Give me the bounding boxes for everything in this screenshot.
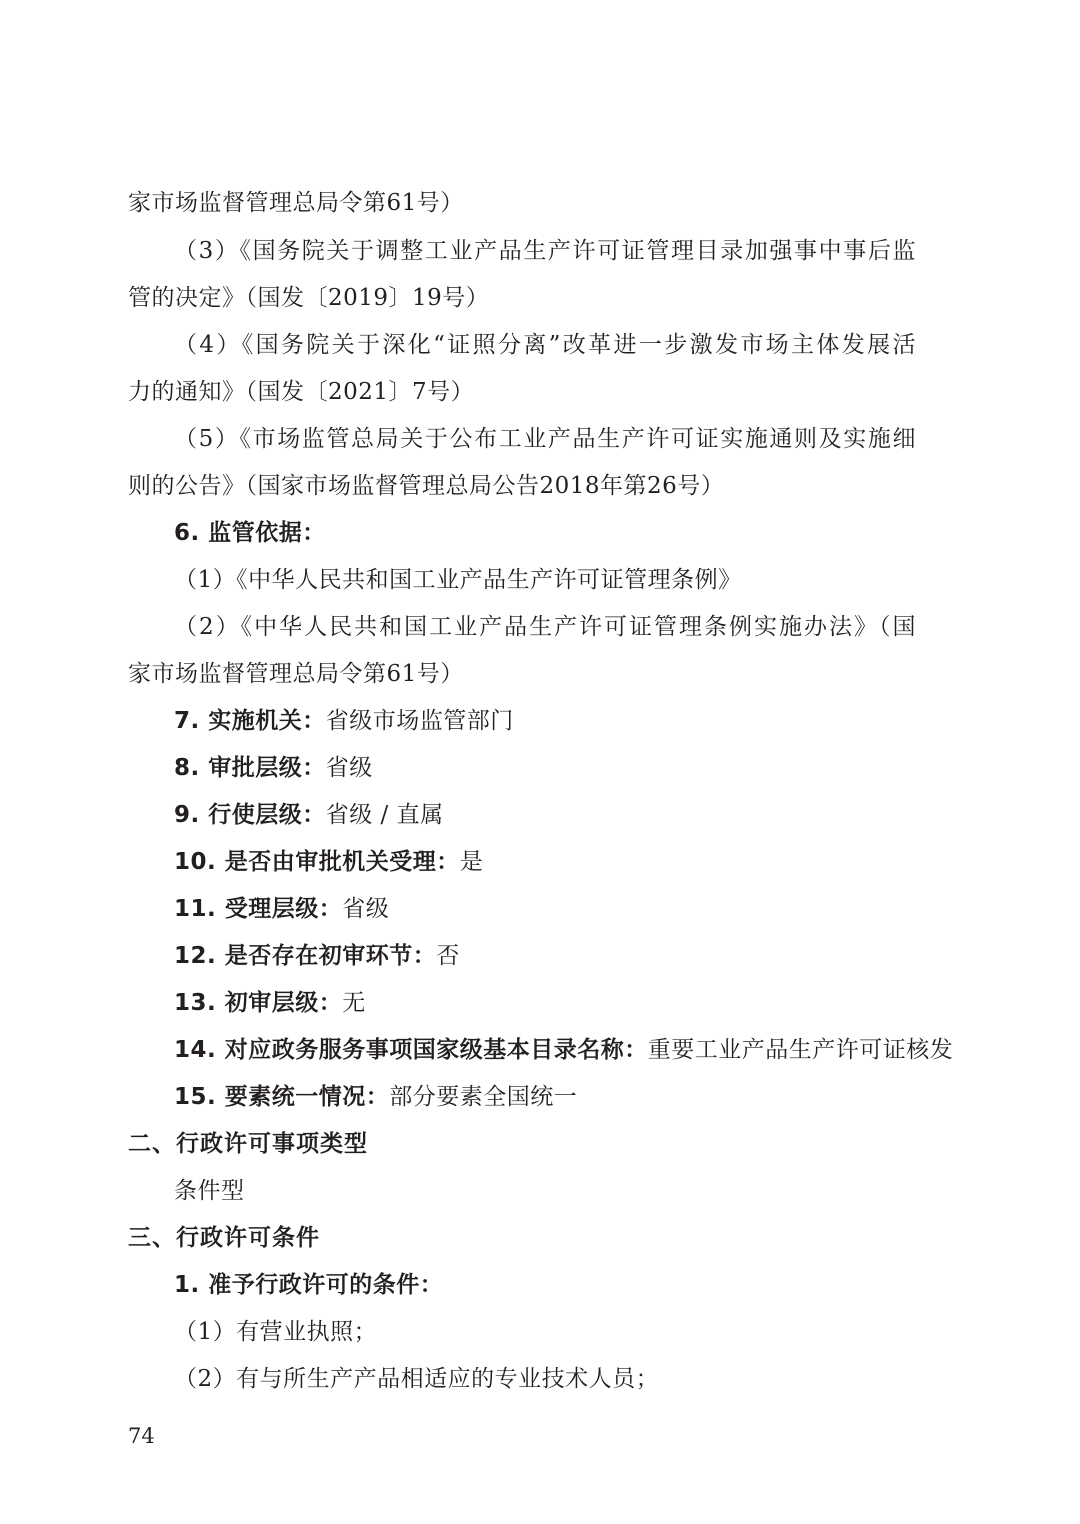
field-label: 7. 实施机关： (174, 708, 326, 734)
field-row (174, 753, 974, 783)
section-3-subheading (174, 1270, 974, 1300)
field-row (174, 941, 974, 971)
page-number: 74 (128, 1424, 155, 1448)
body-line: 家市场监督管理总局令第61号） (128, 190, 464, 216)
field-row (174, 1035, 974, 1065)
section-2-heading: 二、行政许可事项类型 (128, 1131, 368, 1157)
field-value: 否 (436, 943, 460, 969)
field-value: 省级 (325, 755, 373, 781)
field-value: 部分要素全国统一 (389, 1084, 578, 1110)
field-value: 省级市场监管部门 (325, 708, 514, 734)
basis-line: 家市场监督管理总局令第61号） (128, 661, 464, 687)
field-value: 重要工业产品生产许可证核发 (647, 1037, 954, 1063)
condition-item: （1）有营业执照； (174, 1319, 378, 1345)
field-row (174, 800, 974, 830)
field-label: 13. 初审层级： (174, 990, 343, 1016)
body-line: （5）《市场监管总局关于公布工业产品生产许可证实施通则及实施细 (174, 426, 916, 452)
basis-line: （2）《中华人民共和国工业产品生产许可证管理条例实施办法》（国 (174, 614, 916, 640)
item-6-heading (174, 518, 974, 548)
field-value: 是 (459, 849, 484, 875)
body-line: 力的通知》（国发〔2021〕7号） (128, 379, 475, 405)
condition-item: （2）有与所生产产品相适应的专业技术人员； (174, 1366, 660, 1392)
field-value: 无 (342, 990, 366, 1016)
body-line: 管的决定》（国发〔2019〕19号） (128, 285, 490, 311)
field-row (174, 847, 974, 877)
field-value: 省级 (342, 896, 390, 922)
body-line: （3）《国务院关于调整工业产品生产许可证管理目录加强事中事后监 (174, 238, 916, 264)
field-label: 10. 是否由审批机关受理： (174, 849, 460, 875)
basis-line: （1）《中华人民共和国工业产品生产许可证管理条例》 (174, 567, 742, 593)
field-label: 15. 要素统一情况： (174, 1084, 390, 1110)
field-label: 9. 行使层级： (174, 802, 326, 828)
field-row (174, 988, 974, 1018)
body-line: 则的公告》（国家市场监督管理总局公告2018年第26号） (128, 473, 725, 499)
sub-label: 1. 准予行政许可的条件： (174, 1272, 444, 1298)
field-row (174, 706, 974, 736)
field-label: 11. 受理层级： (174, 896, 343, 922)
item-label: 6. 监管依据： (174, 520, 326, 546)
field-label: 8. 审批层级： (174, 755, 326, 781)
section-3-heading: 三、行政许可条件 (128, 1225, 320, 1251)
field-label: 12. 是否存在初审环节： (174, 943, 437, 969)
field-value: 省级 / 直属 (325, 802, 444, 828)
body-line: （4）《国务院关于深化“证照分离”改革进一步激发市场主体发展活 (174, 332, 916, 358)
field-row (174, 1082, 974, 1112)
section-2-body: 条件型 (174, 1178, 245, 1204)
field-label: 14. 对应政务服务事项国家级基本目录名称： (174, 1037, 648, 1063)
field-row (174, 894, 974, 924)
